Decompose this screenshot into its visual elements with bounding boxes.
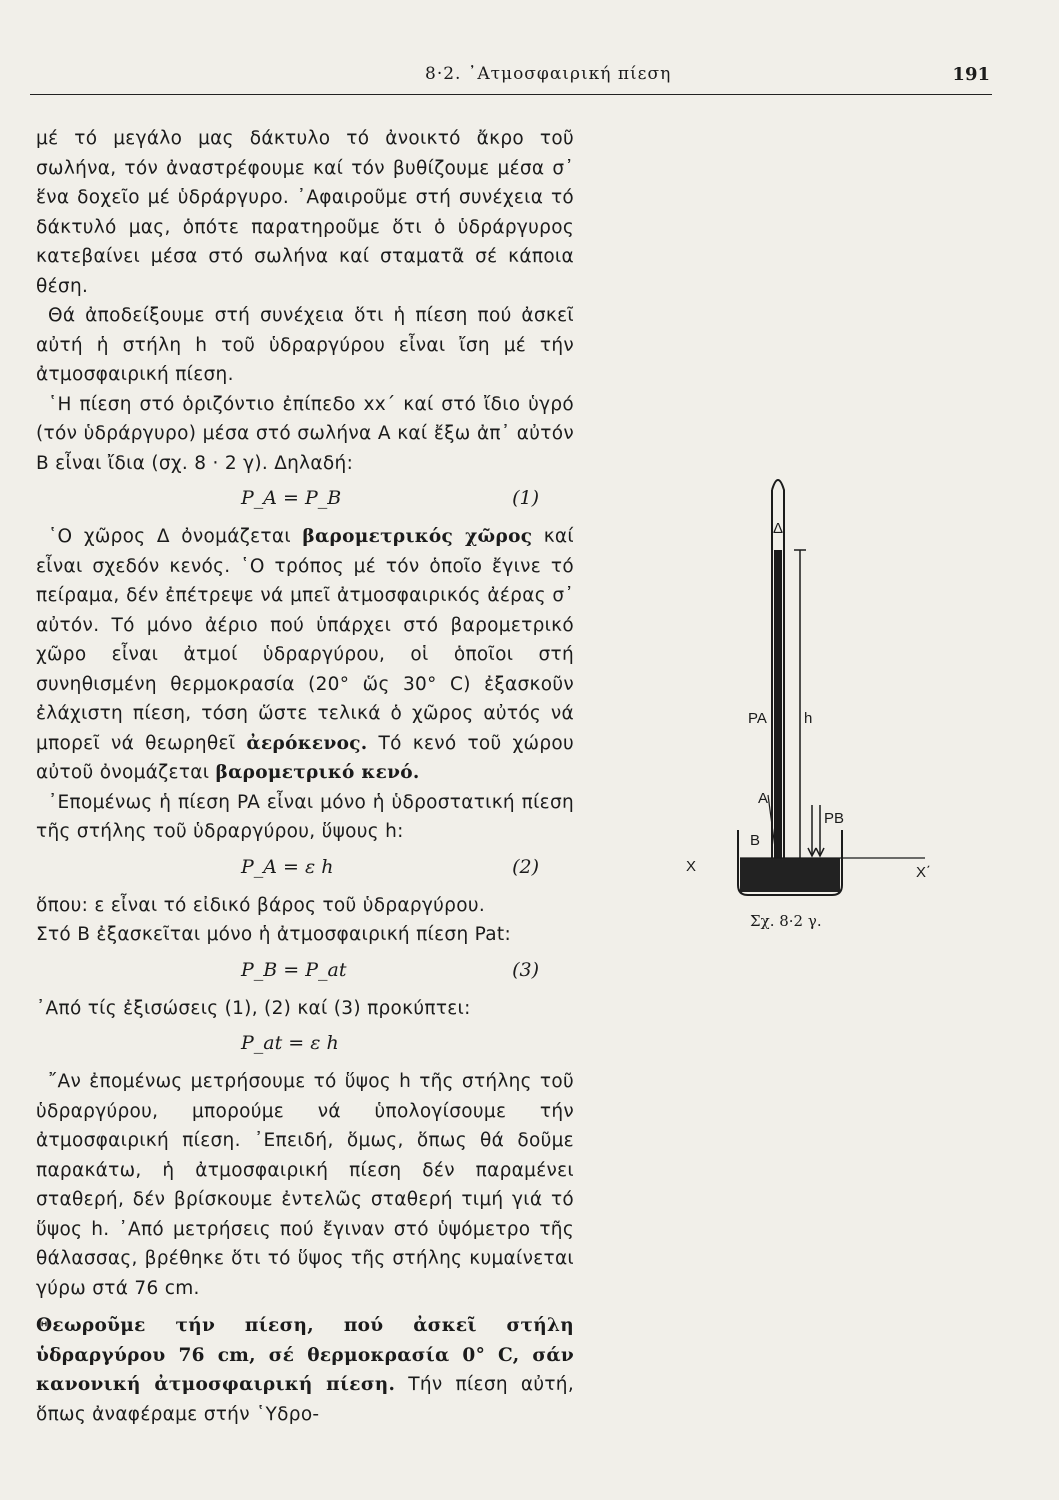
paragraph-4-part-a: ῾Ο χῶρος Δ ὀνομάζεται [48,526,291,547]
page-number: 191 [952,64,990,85]
equation-1-formula: P_A = P_B [241,487,342,509]
equation-4-formula: P_at = ε h [241,1032,339,1054]
section-title: 8·2. ᾿Ατμοσφαιρική πίεση [425,64,672,84]
term-air-free: ἀερόκενος. [246,732,368,754]
equation-4 [36,1029,574,1063]
label-x: X [686,858,697,875]
term-barometric-space: βαρομετρικός χῶρος [302,526,533,547]
equation-2 [36,853,574,887]
equation-3-formula: P_B = P_at [241,958,347,981]
paragraph-9: ῎Αν ἐπομένως μετρήσουμε τό ὕψος h τῆς στήλης τοῦ ὑδραργύρου, μπορούμε νά ὑπολογίσουμε τήν ἀτμοσφαιρική πίεση. ᾿Επειδή, ὅμως, ὅπως θά δοῦμε παρακάτω, ἡ ἀτμοσφαιρική πίεση δέν παραμένει σταθερή, δέν βρίσκουμε ἐντελῶς σταθερή τιμή γιά τό ὕψος h. ᾿Από μετρήσεις πού ἔγιναν στό ὑψόμετρο τῆς θάλασσας, βρέθηκε ὅτι τό ὕψος τῆς στήλης κυμαίνεται γύρω στά 76 cm. [36,1071,574,1299]
label-x-prime: X΄ [916,864,931,881]
paragraph-4-part-b: καί εἶναι σχεδόν κενός. ῾Ο τρόπος μέ τόν ὁποῖο ἔγινε τό πείραμα, δέν ἐπέτρεψε νά μπεῖ ἀτμοσφαιρικός ἀέρας σ᾿ αὐτόν. Τό μόνο ἀέριο πού ὑπάρχει στό βαρομετρικό χῶρο εἶναι ἀτμοί ὑδραργύρου, οἱ ὁποῖοι στή συνηθισμένη θερμοκρασία (20° ὥς 30° C) ἐξασκοῦν ἐλάχιστη πίεση, τόση ὥστε τελικά ὁ χῶρος αὐτός νά μπορεῖ νά θεωρηθεῖ [36,526,574,754]
term-barometric-vacuum: βαρομετρικό κενό. [215,762,420,783]
label-h: h [804,710,813,727]
running-header [30,58,992,95]
paragraph-8: ᾿Από τίς ἐξισώσεις (1), (2) καί (3) προκύπτει: [36,997,471,1019]
main-text-column [36,124,574,1429]
figure-barometer [686,460,1000,940]
paragraph-5: ᾿Επομένως ἡ πίεση PA εἶναι μόνο ἡ ὑδροστατική πίεση τῆς στήλης τοῦ ὑδραργύρου, ὕψους h: [36,791,574,842]
paragraph-7: Στό B ἐξασκεῖται μόνο ἡ ἀτμοσφαιρική πίεση Pat: [36,924,511,945]
equation-2-number: (2) [512,855,539,878]
paragraph-3: ῾Η πίεση στό ὁριζόντιο ἐπίπεδο xx΄ καί στό ἴδιο ὑγρό (τόν ὑδράργυρο) μέσα στό σωλήνα A καί ἔξω ἀπ᾿ αὐτόν B εἶναι ἴδια (σχ. 8 · 2 γ). Δηλαδή: [36,393,574,474]
paragraph-1: μέ τό μεγάλο μας δάκτυλο τό ἀνοικτό ἄκρο τοῦ σωλήνα, τόν ἀναστρέφουμε καί τόν βυθίζουμε μέσα σ᾿ ἕνα δοχεῖο μέ ὑδράργυρο. ᾿Αφαιροῦμε στή συνέχεια τό δάκτυλό μας, ὁπότε παρατηροῦμε ὅτι ὁ ὑδράργυρος κατεβαίνει μέσα στό σωλήνα καί σταματᾶ σέ κάποια θέση. [36,128,574,297]
equation-1-number: (1) [512,487,539,509]
paragraph-4 [36,522,574,788]
label-pa: PA [748,710,767,727]
label-a: A [758,790,769,807]
equation-1 [36,484,574,518]
definition-normal-pressure: Θεωροῦμε τήν πίεση, πού ἀσκεῖ στήλη ὑδραργύρου 76 cm, σέ θερμοκρασία 0° C, σάν κανονική ἀτμοσφαιρική πίεση. [36,1315,574,1395]
paragraph-2: Θά ἀποδείξουμε στή συνέχεια ὅτι ἡ πίεση πού ἀσκεῖ αὐτή ἡ στήλη h τοῦ ὑδραργύρου εἶναι ἴση μέ τήν ἀτμοσφαιρική πίεση. [36,305,574,385]
mercury-column [774,550,782,885]
mercury-in-dish [740,858,840,892]
equation-2-formula: P_A = ε h [241,855,334,878]
barometer-diagram [720,460,1000,900]
equation-3-number: (3) [512,958,539,981]
figure-caption: Σχ. 8·2 γ. [750,912,822,930]
equation-3 [36,956,574,990]
paragraph-6: ὅπου: ε εἶναι τό εἰδικό βάρος τοῦ ὑδραργύρου. [36,894,486,916]
paragraph-10 [36,1311,574,1429]
paragraph-4-part-c: Τό κενό τοῦ χώρου αὐτοῦ ὀνομάζεται [36,732,574,783]
label-b: B [750,832,761,849]
label-delta: Δ [773,520,784,537]
label-pb: PB [824,810,845,827]
paragraph-10-rest: Τήν πίεση αὐτή, ὅπως ἀναφέραμε στήν ῾Υδρο- [36,1374,574,1425]
